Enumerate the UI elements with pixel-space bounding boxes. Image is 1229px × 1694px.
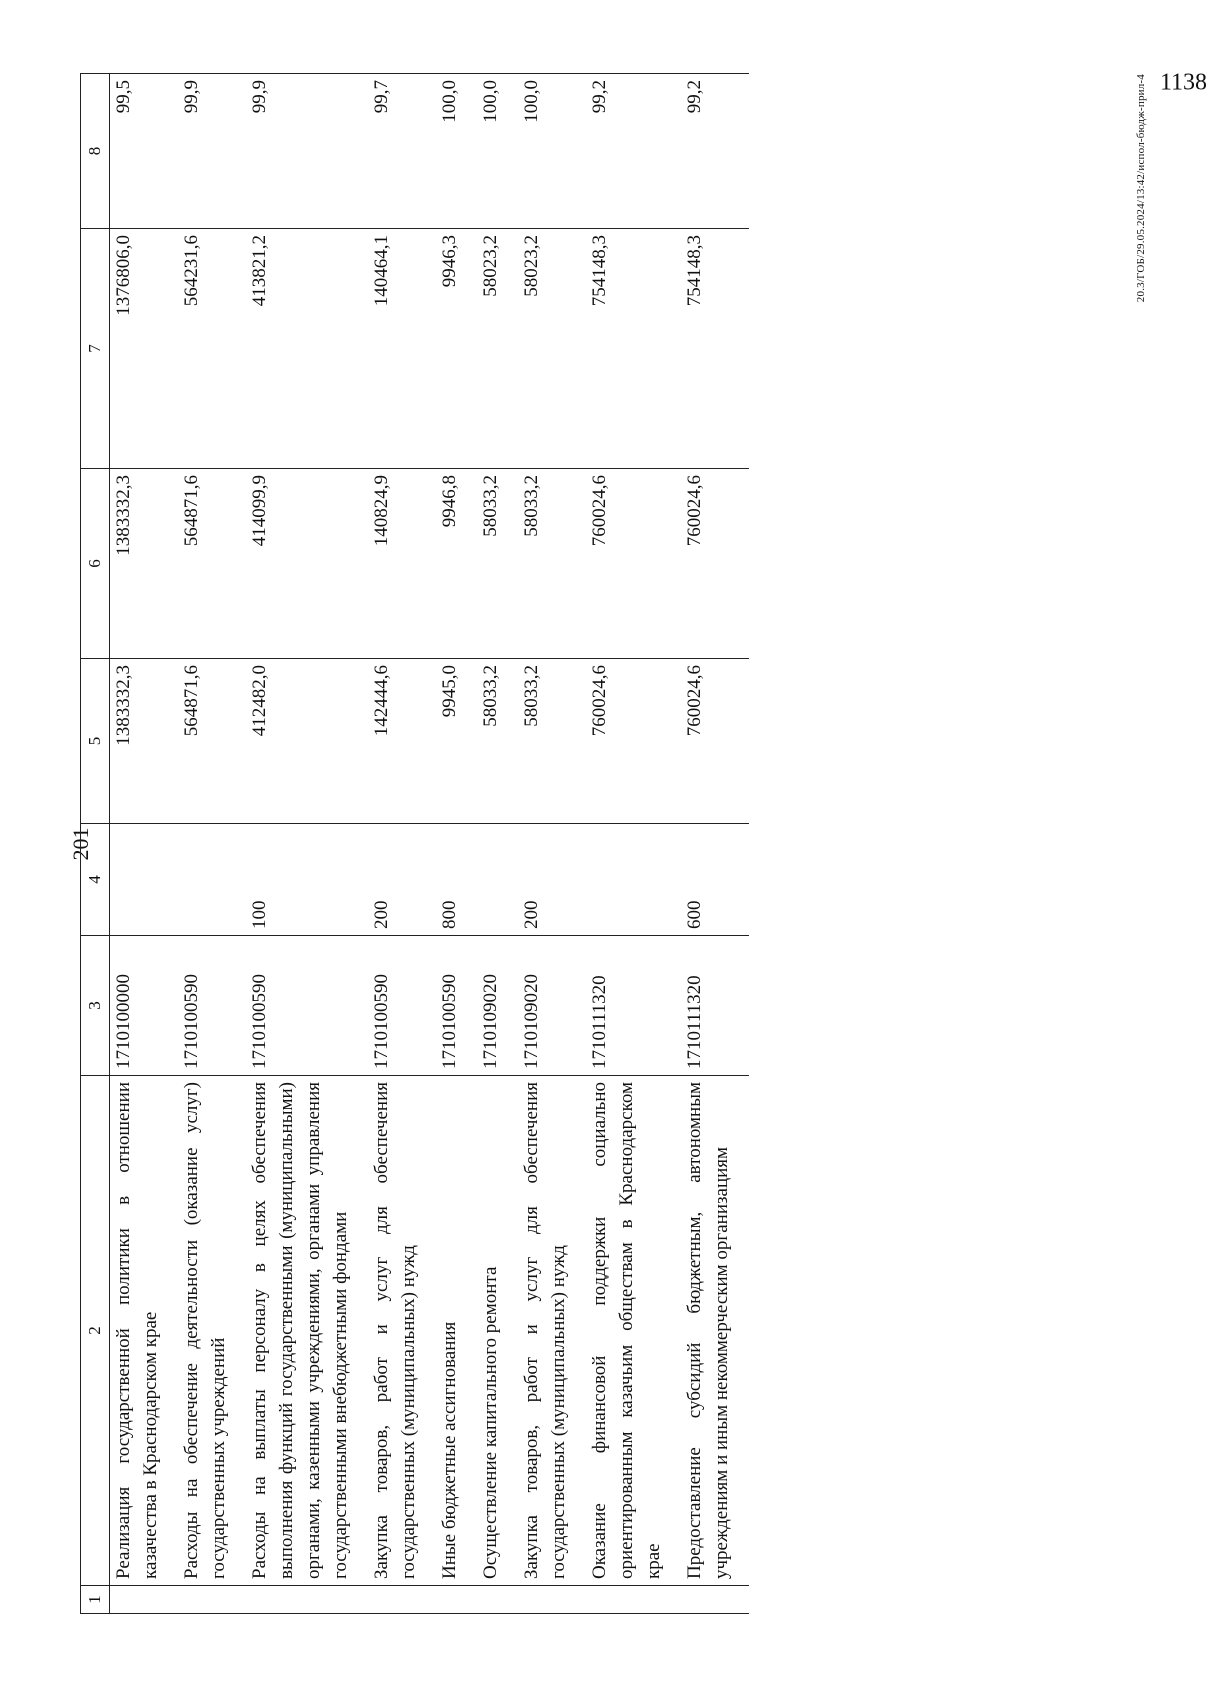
value-col-7: 140464,1: [368, 229, 436, 469]
expense-name: Иные бюджетные ассигнования: [436, 1076, 477, 1586]
table-row: [178, 74, 246, 1614]
value-col-8: 99,2: [681, 74, 749, 229]
target-article-code: 1710100590: [436, 936, 477, 1076]
table-row: [368, 74, 436, 1614]
row-index: [586, 1586, 681, 1614]
value-col-5: 760024,6: [681, 659, 749, 824]
value-col-6: 9946,8: [436, 469, 477, 659]
column-header-8: 8: [81, 74, 110, 229]
budget-table: [80, 73, 749, 1614]
column-header-5: 5: [81, 659, 110, 824]
value-col-6: 564871,6: [178, 469, 246, 659]
expense-name: Расходы на выплаты персоналу в целях обеспечения выполнения функций государственными (муниципальными) органами, казенными учреждениями, органами управления государственными внебюджетными фондами: [246, 1076, 368, 1586]
expense-type-code: [477, 824, 518, 936]
value-col-6: 58033,2: [477, 469, 518, 659]
footer-reference: 20.3/ГОБ/29.05.2024/13:42/испол-бюдж-прил-4: [1135, 74, 1147, 303]
value-col-5: 564871,6: [178, 659, 246, 824]
value-col-7: 9946,3: [436, 229, 477, 469]
expense-name: Закупка товаров, работ и услуг для обеспечения государственных (муниципальных) нужд: [368, 1076, 436, 1586]
expense-name: Оказание финансовой поддержки социально ориентированным казачьим обществам в Краснодарском крае: [586, 1076, 681, 1586]
target-article-code: 1710100590: [246, 936, 368, 1076]
table-row: [586, 74, 681, 1614]
value-col-5: 58033,2: [518, 659, 586, 824]
expense-type-code: 800: [436, 824, 477, 936]
row-index: [368, 1586, 436, 1614]
value-col-8: 99,9: [246, 74, 368, 229]
table-row: [246, 74, 368, 1614]
column-header-4: 4: [81, 824, 110, 936]
expense-type-code: 100: [246, 824, 368, 936]
value-col-8: 99,7: [368, 74, 436, 229]
value-col-7: 564231,6: [178, 229, 246, 469]
row-index: [110, 1586, 179, 1614]
expense-type-code: [110, 824, 179, 936]
table-row: [681, 74, 749, 1614]
column-header-3: 3: [81, 936, 110, 1076]
expense-type-code: 200: [368, 824, 436, 936]
value-col-6: 1383332,3: [110, 469, 179, 659]
row-index: [178, 1586, 246, 1614]
target-article-code: 1710109020: [518, 936, 586, 1076]
column-number-row: [81, 74, 110, 1614]
value-col-6: 140824,9: [368, 469, 436, 659]
value-col-8: 99,2: [586, 74, 681, 229]
row-index: [436, 1586, 477, 1614]
value-col-7: 413821,2: [246, 229, 368, 469]
value-col-7: 58023,2: [518, 229, 586, 469]
expense-name: Закупка товаров, работ и услуг для обеспечения государственных (муниципальных) нужд: [518, 1076, 586, 1586]
value-col-8: 100,0: [436, 74, 477, 229]
target-article-code: 1710111320: [681, 936, 749, 1076]
value-col-5: 9945,0: [436, 659, 477, 824]
page-number: 201: [68, 827, 93, 861]
value-col-7: 754148,3: [586, 229, 681, 469]
column-header-1: 1: [81, 1586, 110, 1614]
value-col-8: 99,9: [178, 74, 246, 229]
value-col-8: 99,5: [110, 74, 179, 229]
value-col-5: 760024,6: [586, 659, 681, 824]
table-row: [436, 74, 477, 1614]
target-article-code: 1710100000: [110, 936, 179, 1076]
value-col-8: 100,0: [518, 74, 586, 229]
table-row: [518, 74, 586, 1614]
expense-type-code: [586, 824, 681, 936]
value-col-6: 760024,6: [681, 469, 749, 659]
value-col-6: 414099,9: [246, 469, 368, 659]
row-index: [246, 1586, 368, 1614]
table-row: [477, 74, 518, 1614]
column-header-2: 2: [81, 1076, 110, 1586]
target-article-code: 1710109020: [477, 936, 518, 1076]
value-col-5: 58033,2: [477, 659, 518, 824]
expense-type-code: 200: [518, 824, 586, 936]
expense-name: Осуществление капитального ремонта: [477, 1076, 518, 1586]
target-article-code: 1710100590: [178, 936, 246, 1076]
expense-name: Предоставление субсидий бюджетным, автономным учреждениям и иным некоммерческим организациям: [681, 1076, 749, 1586]
target-article-code: 1710111320: [586, 936, 681, 1076]
row-index: [681, 1586, 749, 1614]
value-col-6: 760024,6: [586, 469, 681, 659]
value-col-7: 754148,3: [681, 229, 749, 469]
expense-name: Реализация государственной политики в отношении казачества в Краснодарском крае: [110, 1076, 179, 1586]
value-col-5: 142444,6: [368, 659, 436, 824]
row-index: [477, 1586, 518, 1614]
target-article-code: 1710100590: [368, 936, 436, 1076]
value-col-7: 1376806,0: [110, 229, 179, 469]
value-col-5: 1383332,3: [110, 659, 179, 824]
value-col-6: 58033,2: [518, 469, 586, 659]
value-col-7: 58023,2: [477, 229, 518, 469]
row-index: [518, 1586, 586, 1614]
column-header-6: 6: [81, 469, 110, 659]
column-header-7: 7: [81, 229, 110, 469]
expense-name: Расходы на обеспечение деятельности (оказание услуг) государственных учреждений: [178, 1076, 246, 1586]
sheet-number: 1138: [1159, 69, 1208, 96]
expense-type-code: 600: [681, 824, 749, 936]
expense-type-code: [178, 824, 246, 936]
table-row: [110, 74, 179, 1614]
value-col-8: 100,0: [477, 74, 518, 229]
value-col-5: 412482,0: [246, 659, 368, 824]
